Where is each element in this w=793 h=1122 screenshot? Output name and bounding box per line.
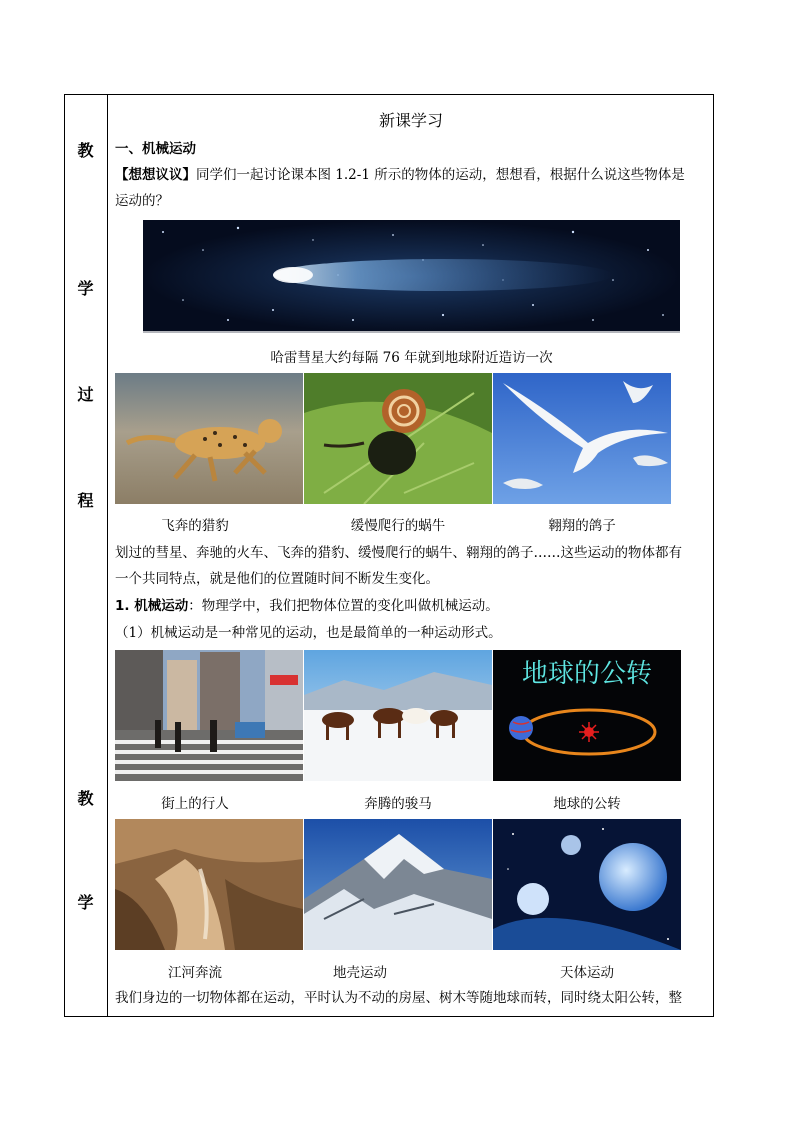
definition-text: ：物理学中，我们把物体位置的变化叫做机械运动。 <box>188 598 499 614</box>
gull-image <box>493 373 671 504</box>
discussion-tag: 【想想议议】 <box>115 167 196 183</box>
paragraph-line: 划过的彗星、奔驰的火车、飞奔的猎豹、缓慢爬行的蜗牛、翱翔的鸽子……这些运动的物体都有 <box>115 545 682 561</box>
snail-image <box>304 373 492 504</box>
definition-label: 1. 机械运动 <box>115 598 189 614</box>
paragraph-line: 我们身边的一切物体都在运动，平时认为不动的房屋、树木等随地球而转，同时绕太阳公转，整 <box>115 990 682 1006</box>
gull-caption: 翱翔的鸽子 <box>548 518 616 534</box>
cheetah-image <box>115 373 303 504</box>
river-caption: 江河奔流 <box>168 965 222 981</box>
comet-image <box>143 220 680 333</box>
river-image <box>115 819 303 950</box>
paragraph-line: 一个共同特点，就是他们的位置随时间不断发生变化。 <box>115 571 439 587</box>
sidebar-char: 教 <box>77 789 94 808</box>
discussion-line-2: 运动的？ <box>115 193 169 209</box>
point-line: （1）机械运动是一种常见的运动，也是最简单的一种运动形式。 <box>115 625 502 641</box>
street-image <box>115 650 303 781</box>
sidebar-char: 学 <box>77 279 94 298</box>
definition-line <box>115 597 499 615</box>
snail-caption: 缓慢爬行的蜗牛 <box>350 518 446 534</box>
discussion-line-1 <box>115 166 685 184</box>
horses-caption: 奔腾的骏马 <box>364 796 432 812</box>
earth-caption: 地球的公转 <box>553 796 621 812</box>
earth-orbit-title: 地球的公转 <box>521 659 652 689</box>
section-heading: 一、机械运动 <box>115 141 196 157</box>
sidebar-char: 学 <box>77 893 94 912</box>
mountain-image <box>304 819 492 950</box>
earth-orbit-image <box>493 650 681 781</box>
cheetah-caption: 飞奔的猎豹 <box>161 518 229 534</box>
planets-caption: 天体运动 <box>560 965 614 981</box>
sidebar-char: 程 <box>77 491 94 510</box>
sidebar-char: 过 <box>77 385 94 404</box>
horses-image <box>304 650 492 781</box>
comet-caption: 哈雷彗星大约每隔 76 年就到地球附近造访一次 <box>270 350 553 366</box>
column-divider <box>107 94 108 1017</box>
discussion-text: 同学们一起讨论课本图 1.2-1 所示的物体的运动，想想看，根据什么说这些物体是 <box>196 167 685 183</box>
page-title: 新课学习 <box>378 111 443 130</box>
planets-image <box>493 819 681 950</box>
street-caption: 街上的行人 <box>161 796 229 812</box>
mountain-caption: 地壳运动 <box>333 965 387 981</box>
sidebar-char: 教 <box>77 141 94 160</box>
